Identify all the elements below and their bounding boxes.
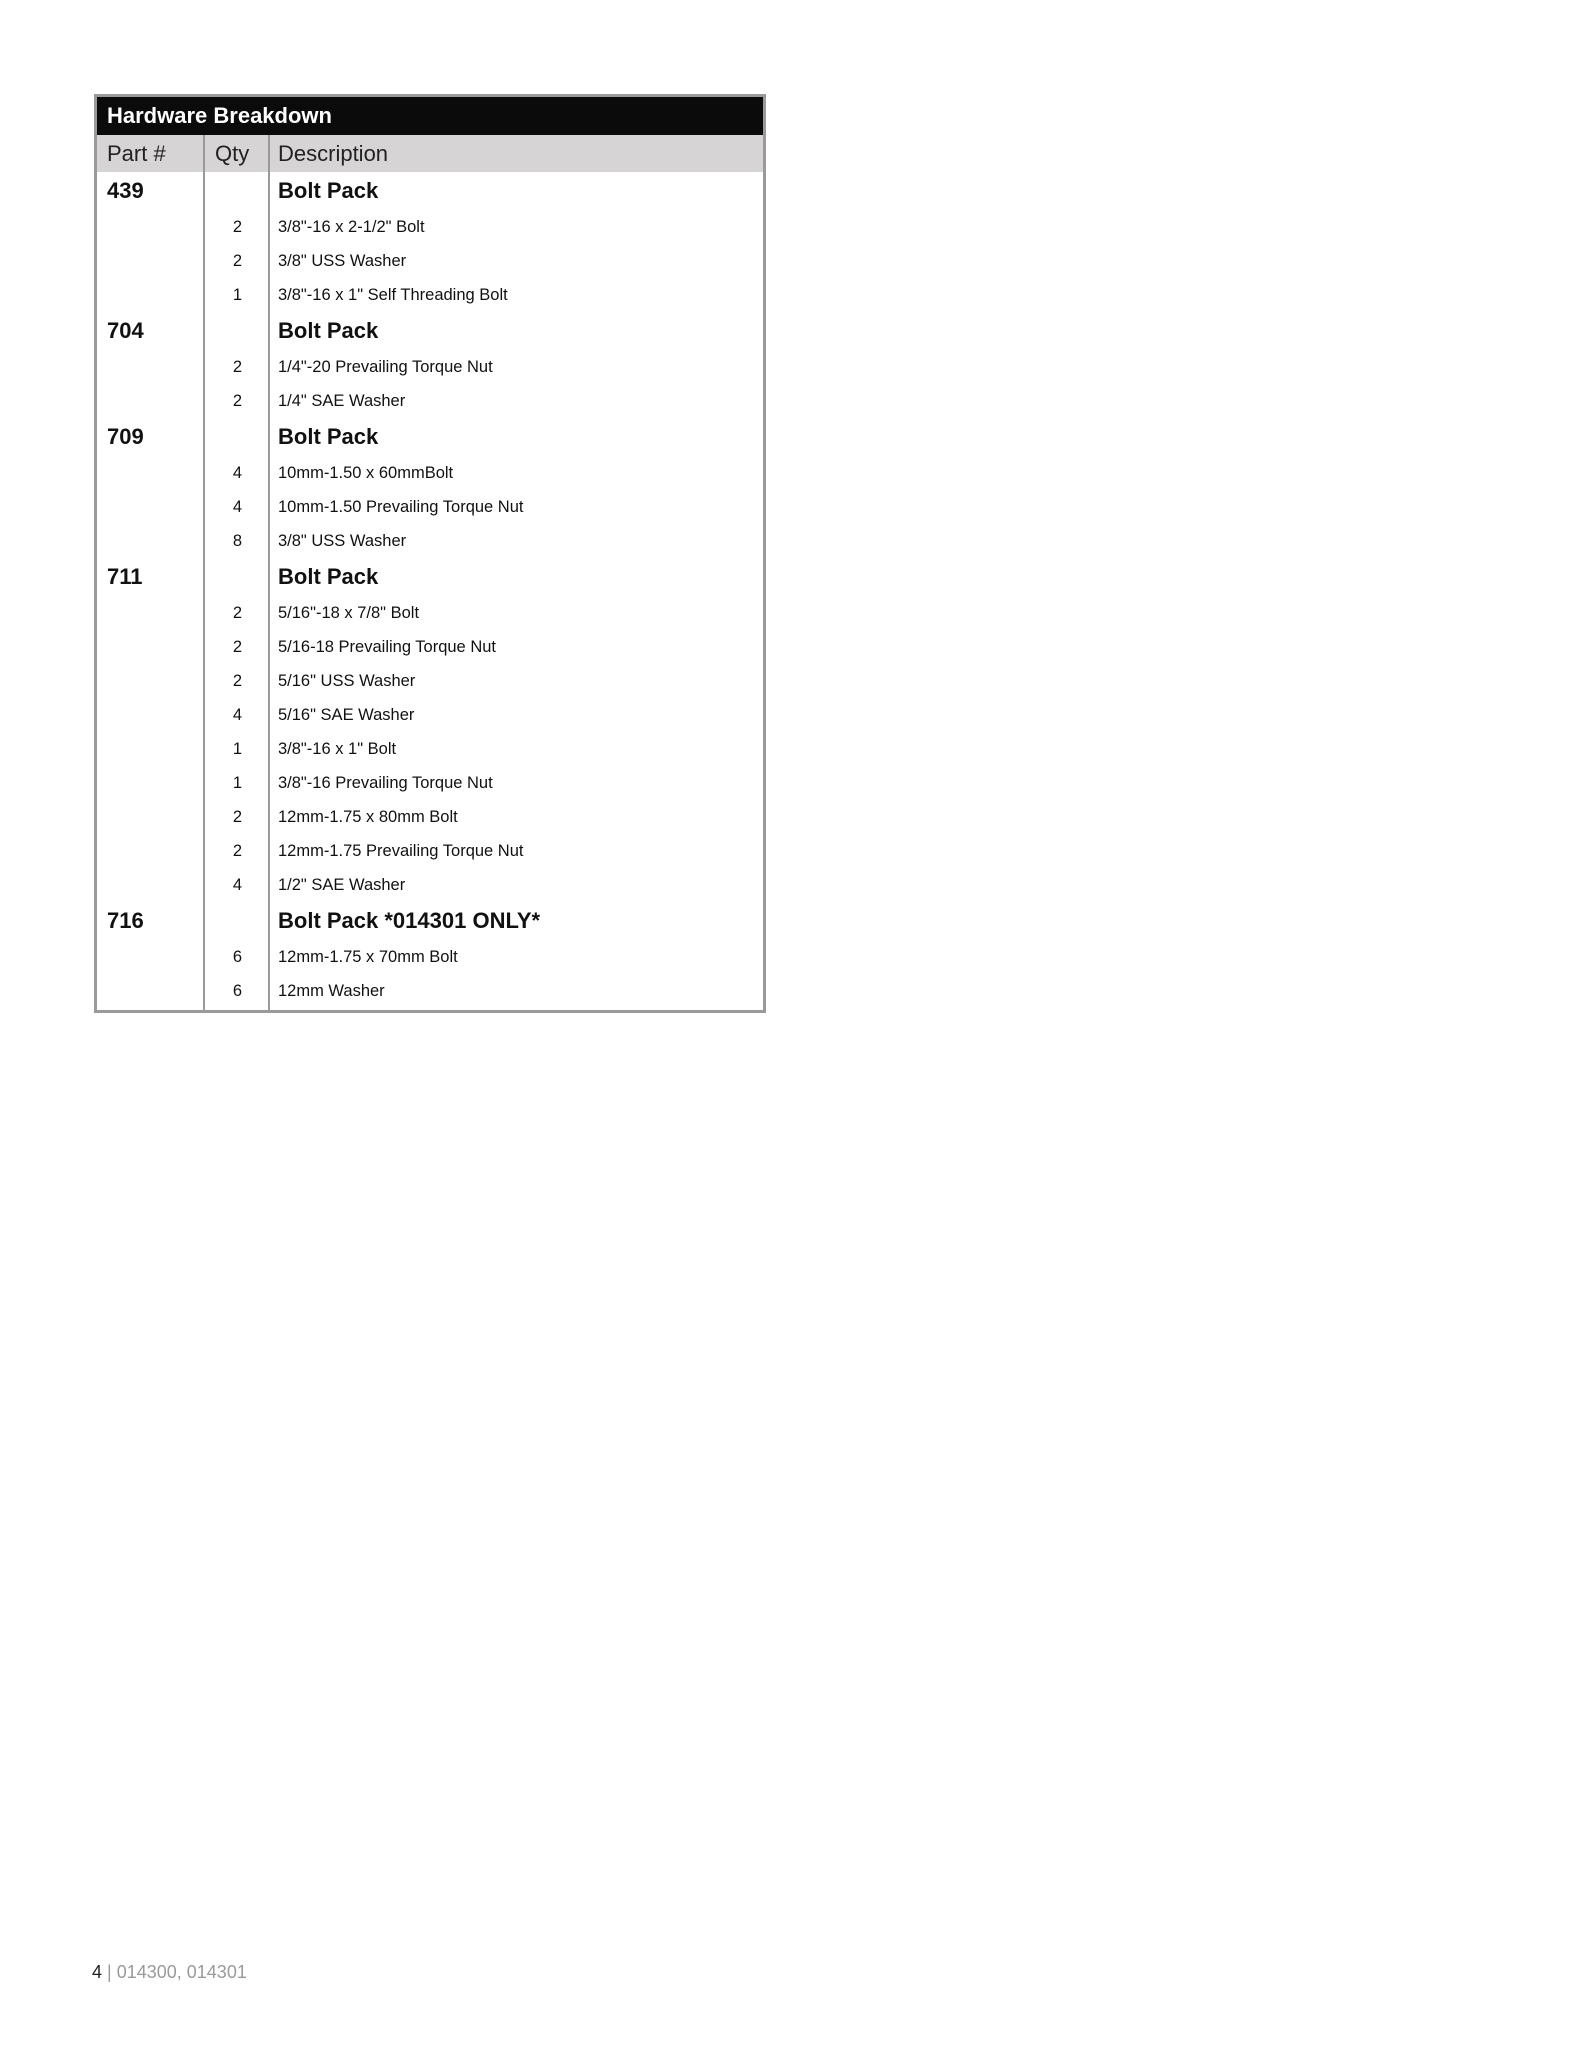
table-row (97, 800, 763, 834)
description-cell: 12mm-1.75 x 70mm Bolt (278, 947, 458, 966)
description-cell: Bolt Pack *014301 ONLY* (278, 908, 541, 933)
qty-cell: 4 (232, 875, 243, 894)
header-part-number: Part # (107, 141, 166, 166)
part-number-cell: 711 (107, 564, 143, 589)
table-body (97, 135, 763, 1010)
part-number-cell: 704 (107, 318, 144, 343)
description-cell: 5/16" SAE Washer (278, 705, 415, 724)
qty-cell: 1 (232, 773, 243, 792)
qty-cell: 8 (232, 531, 243, 550)
pack-row (97, 418, 763, 456)
qty-cell: 2 (232, 841, 243, 860)
table-header-row (97, 135, 763, 172)
description-cell: Bolt Pack (278, 564, 379, 589)
table-row (97, 974, 763, 1008)
description-cell: Bolt Pack (278, 318, 379, 343)
header-description: Description (278, 141, 389, 166)
table-row (97, 834, 763, 868)
part-number-cell: 716 (107, 908, 144, 933)
qty-cell: 2 (232, 671, 243, 690)
description-cell: 5/16"-18 x 7/8" Bolt (278, 603, 420, 622)
qty-cell: 6 (232, 981, 243, 1000)
description-cell: 12mm-1.75 Prevailing Torque Nut (278, 841, 524, 860)
pack-row (97, 558, 763, 596)
description-cell: Bolt Pack (278, 424, 379, 449)
qty-cell: 2 (232, 251, 243, 270)
hardware-breakdown-table (94, 94, 766, 1013)
qty-cell: 1 (232, 285, 243, 304)
pack-row (97, 312, 763, 350)
description-cell: 1/4"-20 Prevailing Torque Nut (278, 357, 493, 376)
part-number-cell: 709 (107, 424, 144, 449)
table-row (97, 732, 763, 766)
table-row (97, 456, 763, 490)
table-row (97, 524, 763, 558)
description-cell: 10mm-1.50 Prevailing Torque Nut (278, 497, 524, 516)
qty-cell: 1 (232, 739, 243, 758)
part-number-cell: 439 (107, 178, 144, 203)
table-row (97, 630, 763, 664)
description-cell: 3/8"-16 x 1" Self Threading Bolt (278, 285, 508, 304)
qty-cell: 2 (232, 637, 243, 656)
page-number: 4 (92, 1962, 103, 1982)
table-title: Hardware Breakdown (97, 97, 763, 135)
table-row (97, 210, 763, 244)
qty-cell: 2 (232, 357, 243, 376)
description-cell: 10mm-1.50 x 60mmBolt (278, 463, 454, 482)
table-row (97, 350, 763, 384)
qty-cell: 4 (232, 463, 243, 482)
qty-cell: 4 (232, 705, 243, 724)
description-cell: 3/8"-16 x 2-1/2" Bolt (278, 217, 425, 236)
table-rows (97, 172, 763, 1010)
qty-cell: 2 (232, 603, 243, 622)
description-cell: 1/2" SAE Washer (278, 875, 406, 894)
description-cell: Bolt Pack (278, 178, 379, 203)
table-row (97, 940, 763, 974)
table-row (97, 868, 763, 902)
qty-cell: 2 (232, 217, 243, 236)
pack-row (97, 172, 763, 210)
table-row (97, 490, 763, 524)
description-cell: 5/16-18 Prevailing Torque Nut (278, 637, 496, 656)
pack-row (97, 902, 763, 940)
qty-cell: 2 (232, 391, 243, 410)
column-divider (268, 135, 270, 1010)
description-cell: 3/8"-16 Prevailing Torque Nut (278, 773, 493, 792)
description-cell: 12mm-1.75 x 80mm Bolt (278, 807, 458, 826)
table-row (97, 596, 763, 630)
description-cell: 3/8"-16 x 1" Bolt (278, 739, 397, 758)
description-cell: 1/4" SAE Washer (278, 391, 406, 410)
table-row (97, 664, 763, 698)
table-row (97, 698, 763, 732)
description-cell: 3/8" USS Washer (278, 251, 407, 270)
footer-separator: | (102, 1962, 117, 1982)
table-row (97, 278, 763, 312)
header-qty: Qty (215, 141, 250, 166)
qty-cell: 6 (232, 947, 243, 966)
qty-cell: 2 (232, 807, 243, 826)
column-divider (203, 135, 205, 1010)
table-row (97, 766, 763, 800)
qty-cell: 4 (232, 497, 243, 516)
table-row (97, 244, 763, 278)
footer-models: 014300, 014301 (116, 1962, 247, 1982)
page-footer (92, 1962, 247, 1983)
description-cell: 3/8" USS Washer (278, 531, 407, 550)
table-row (97, 384, 763, 418)
description-cell: 12mm Washer (278, 981, 385, 1000)
description-cell: 5/16" USS Washer (278, 671, 416, 690)
